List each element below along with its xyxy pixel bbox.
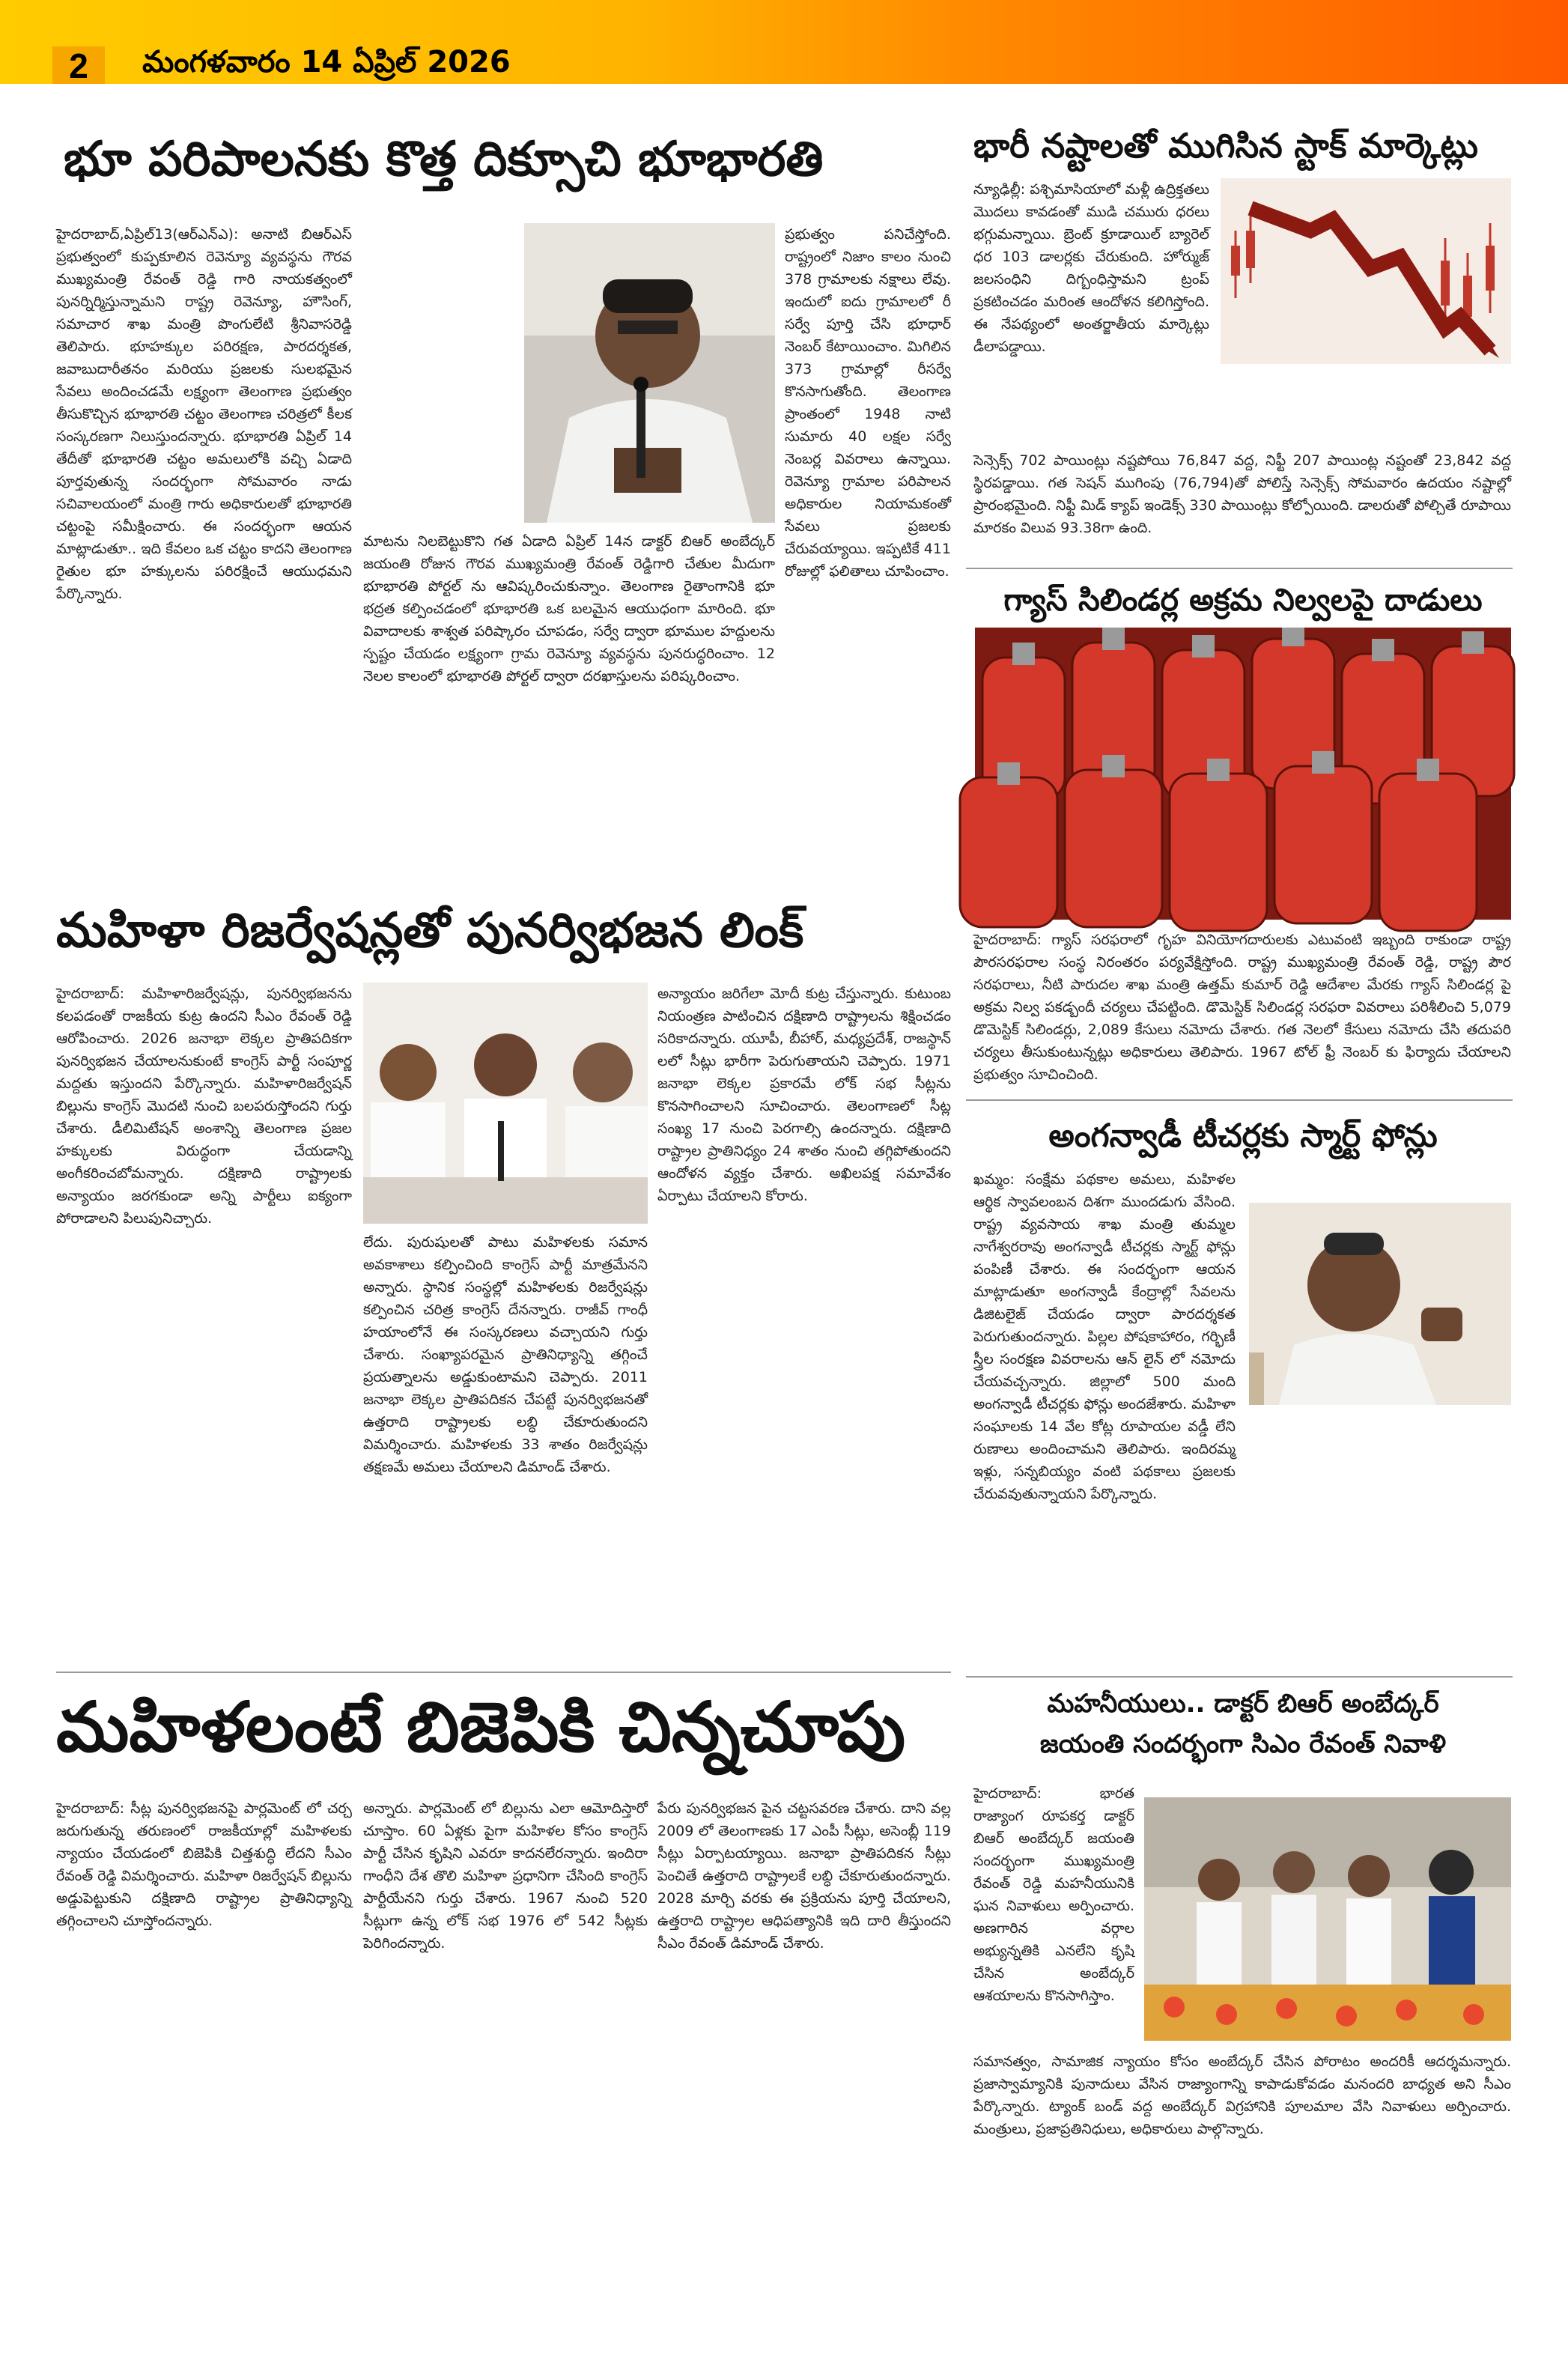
headline-bhubharati: భూ పరిపాలనకు కొత్త దిక్సూచి భూభారతి <box>64 132 824 187</box>
article5-body-cont <box>973 1438 1511 1685</box>
article1-col2: మాటను నిలబెట్టుకొని గత ఏడాది ఏప్రిల్ 14న డాక్టర్ బిఆర్ అంబేద్కర్ జయంతి రోజున గౌరవ ముఖ్యమంత్రి రేవంత్ రెడ్డిగారి చేతుల మీదుగా భూభారతి పోర్టల్ ను ఆవిష్కరించుకున్నాం. తెలంగాణ రైతాంగానికి భూ భద్రత కల్పించడంలో భూభారతి ఒక బలమైన ఆయుధంగా మారింది. భూ వివాదాలకు శాశ్వత పరిష్కారం చూపడం, సర్వే ద్వారా భూముల హద్దులను స్పష్టం చేయడం లక్ష్యంగా గ్రామ రెవెన్యూ వ్యవస్థను పునరుద్ధరించాం. 12 నెలల కాలంలో భూభారతి పోర్టల్ ద్వారా దరఖాస్తులను పరిష్కరించాం. <box>363 533 775 684</box>
article7-col1: హైదరాబాద్: సీట్ల పునర్విభజనపై పార్లమెంట్ లో చర్చ జరుగుతున్న తరుణంలో రాజకీయాల్లో మహిళలకు న్యాయం చేయడంలో బిజెపికి చిత్తశుద్ధి లేదని సీఎం రేవంత్ రెడ్డి విమర్శించారు. మహిళా రిజర్వేషన్ బిల్లును అడ్డుపెట్టుకుని దక్షిణాది రాష్ట్రాల ప్రాతినిధ్యాన్ని తగ్గించాలని చూస్తోందన్నారు. <box>56 1800 352 1929</box>
headline-gas-cylinders: గ్యాస్ సిలిండర్ల అక్రమ నిల్వలపై దాడులు <box>1003 582 1483 618</box>
issue-date: మంగళవారం 14 ఏప్రిల్ 2026 <box>142 45 511 79</box>
stock-market-chart-photo <box>1221 178 1511 364</box>
headline-stock-market: భారీ నష్టాలతో ముగిసిన స్టాక్ మార్కెట్లు <box>973 126 1478 166</box>
article4-col1: హైదరాబాద్: మహిళారిజర్వేషన్లు, పునర్విభజనను కలపడంతో రాజకీయ కుట్ర ఉందని సీఎం రేవంత్ రెడ్డి ఆరోపించారు. 2026 జనాభా లెక్కల ప్రాతిపదికగా పునర్విభజన చేయాలనుకుంటే కాంగ్రెస్ పార్టీ సంపూర్ణ మద్దతు ఇస్తుందని పేర్కొన్నారు. మహిళారిజర్వేషన్ బిల్లును కాంగ్రెస్ మొదటి నుంచి బలపరుస్తోందని గుర్తు చేశారు. డీలిమిటేషన్ అంశాన్ని తెలంగాణ ప్రజల హక్కులకు విరుద్ధంగా చేయడాన్ని అంగీకరించబోమన్నారు. దక్షిణాది రాష్ట్రాలకు అన్యాయం జరగకుండా అన్ని పార్టీలు ఐక్యంగా పోరాడాలని పిలుపునిచ్చారు. <box>56 986 352 1227</box>
article1-col1: హైదరాబాద్,ఏప్రిల్13(ఆర్ఎన్ఎ): అనాటి బిఆర్ఎస్ ప్రభుత్వంలో కుప్పకూలిన రెవెన్యూ వ్యవస్థను గౌరవ ముఖ్యమంత్రి రేవంత్ రెడ్డి గారి నాయకత్వంలో పునర్నిర్మిస్తున్నామని రాష్ట్ర రెవెన్యూ, హౌసింగ్, సమాచార శాఖ మంత్రి పొంగులేటి శ్రీనివాసరెడ్డి తెలిపారు. భూహక్కుల పరిరక్షణ, పారదర్శకత, జవాబుదారీతనం మరియు ప్రజలకు సులభమైన సేవలు అందించడమే లక్ష్యంగా తెలంగాణ ప్రభుత్వం తీసుకొచ్చిన భూభారతి చట్టం తెలంగాణ చరిత్రలో కీలక సంస్కరణగా నిలుస్తుందన్నారు. భూభారతి ఏప్రిల్ 14 తేదీతో భూభారతి చట్టం అమలులోకి వచ్చి ఏడాది పూర్తవుతున్న సందర్భంగా సోమవారం నాడు సచివాలయంలో మంత్రి గారు అధికారులతో భూభారతి చట్టంపై సమీక్షించారు. ఈ సందర్భంగా ఆయన మాట్లాడుతూ.. ఇది కేవలం ఒక చట్టం కాదని తెలంగాణ రైతుల భూ హక్కులను పరిరక్షించే ఆయుధమని పేర్కొన్నారు. <box>56 226 352 602</box>
divider <box>56 1672 951 1673</box>
article2-col2: సెన్సెక్స్ 702 పాయింట్లు నష్టపోయి 76,847 వద్ద, నిఫ్టీ 207 పాయింట్ల నష్టంతో 23,842 వద్ద స్థిరపడ్డాయి. గత సెషన్ ముగింపు (76,794)తో పోలిస్తే సెన్సెక్స్ సోమవారం ఉదయం నష్టాల్లో ప్రారంభమైంది. నిఫ్టీ మిడ్ క్యాప్ ఇండెక్స్ 330 పాయింట్లు కోల్పోయింది. డాలరుతో పోల్చితే రూపాయి మారకం విలువ 93.38గా ఉంది. <box>973 452 1511 536</box>
page-number: 2 <box>52 46 105 84</box>
headline-anganwadi-phones: అంగన్వాడీ టీచర్లకు స్మార్ట్ ఫోన్లు <box>1048 1117 1438 1155</box>
article7-col2: అన్నారు. పార్లమెంట్ లో బిల్లును ఎలా ఆమోదిస్తారో చూస్తాం. 60 ఏళ్లకు పైగా మహిళల కోసం కాంగ్రెస్ పార్టీ చేసిన కృషిని ఎవరూ కాదనలేరన్నారు. ఇందిరా గాంధీని దేశ తొలి మహిళా ప్రధానిగా చేసింది కాంగ్రెస్ పార్టీయేనని గుర్తు చేశారు. 1967 నుంచి 520 సీట్లుగా ఉన్న లోక్ సభ 1976 లో 542 సీట్లకు పెరిగిందన్నారు. <box>363 1800 648 1952</box>
article6-col1: హైదరాబాద్: భారత రాజ్యాంగ రూపకర్త డాక్టర్ బిఆర్ అంబేద్కర్ జయంతి సందర్భంగా ముఖ్యమంత్రి రేవంత్ రెడ్డి మహనీయునికి ఘన నివాళులు అర్పించారు. అణగారిన వర్గాల అభ్యున్నతికి ఎనలేని కృషి చేసిన అంబేద్కర్ ఆశయాలను కొనసాగిస్తాం. <box>973 1785 1134 2004</box>
kicker-ambedkar: మహనీయులు.. డాక్టర్ బిఆర్ అంబేద్కర్ <box>1047 1689 1439 1719</box>
page-header-bar <box>0 0 1568 84</box>
article5-body: ఖమ్మం: సంక్షేమ పథకాల అమలు, మహిళల ఆర్థిక స్వావలంబన దిశగా ముందడుగు వేసింది. రాష్ట్ర వ్యవసాయ శాఖ మంత్రి తుమ్మల నాగేశ్వరరావు అంగన్వాడీ టీచర్లకు స్మార్ట్ ఫోన్లు పంపిణీ చేశారు. ఈ సందర్భంగా ఆయన మాట్లాడుతూ అంగన్వాడీ కేంద్రాల్లో సేవలను డిజిటలైజ్ చేయడం ద్వారా పారదర్శకత పెరుగుతుందన్నారు. పిల్లల పోషకాహారం, గర్భిణీ స్త్రీల సంరక్షణ వివరాలను ఆన్ లైన్ లో నమోదు చేయవచ్చన్నారు. జిల్లాలో 500 మంది అంగన్వాడీ టీచర్లకు ఫోన్లు అందజేశారు. మహిళా సంఘాలకు 14 వేల కోట్ల రూపాయల వడ్డీ లేని రుణాలు అందించామని తెలిపారు. ఇందిరమ్మ ఇళ్లు, సన్నబియ్యం వంటి పథకాలు ప్రజలకు చేరువవుతున్నాయని పేర్కొన్నారు. <box>973 1171 1236 1502</box>
article1-col3: ప్రభుత్వం పనిచేస్తోంది. రాష్ట్రంలో నిజాం కాలం నుంచి 378 గ్రామాలకు నక్షాలు లేవు. ఇందులో ఐదు గ్రామాలలో రీ సర్వే పూర్తి చేసి భూధార్ నెంబర్ కేటాయించాం. మిగిలిన 373 గ్రామాల్లో రీసర్వే కొనసాగుతోంది. తెలంగాణ ప్రాంతంలో 1948 నాటి సుమారు 40 లక్షల సర్వే నెంబర్ల వివరాలు ఉన్నాయి. రెవెన్యూ గ్రామాల పరిపాలన అధికారుల నియామకంతో సేవలు ప్రజలకు చేరువయ్యాయి. ఇప్పటికే 411 రోజుల్లో ఫలితాలు చూపించాం. <box>785 226 951 580</box>
divider <box>966 568 1513 569</box>
article4-col3: అన్యాయం జరిగేలా మోదీ కుట్ర చేస్తున్నారు. కుటుంబ నియంత్రణ పాటించిన దక్షిణాది రాష్ట్రాలను శిక్షించడం సరికాదన్నారు. యూపీ, బీహార్, మధ్యప్రదేశ్, రాజస్థాన్ లలో సీట్లు భారీగా పెరుగుతాయని చెప్పారు. 1971 జనాభా లెక్కల ప్రకారమే లోక్ సభ సీట్లను కొనసాగించాలని సూచించారు. తెలంగాణలో సీట్ల సంఖ్య 17 నుంచి పెరగాల్సి ఉందన్నారు. దక్షిణాది రాష్ట్రాల ప్రాతినిధ్యం 24 శాతం నుంచి తగ్గిపోతుందని ఆందోళన వ్యక్తం చేశారు. అఖిలపక్ష సమావేశం ఏర్పాటు చేయాలని కోరారు. <box>657 986 951 1204</box>
article6-body: సమానత్వం, సామాజిక న్యాయం కోసం అంబేద్కర్ చేసిన పోరాటం అందరికీ ఆదర్శమన్నారు. ప్రజాస్వామ్యానికి పునాదులు వేసిన రాజ్యాంగాన్ని కాపాడుకోవడం మనందరి బాధ్యత అని సీఎం పేర్కొన్నారు. ట్యాంక్ బండ్ వద్ద అంబేద్కర్ విగ్రహానికి పూలమాల వేసి నివాళులు అర్పించారు. మంత్రులు, ప్రజాప్రతినిధులు, అధికారులు పాల్గొన్నారు. <box>973 2053 1511 2137</box>
minister-speaking-photo <box>1249 1203 1511 1405</box>
headline-ambedkar-tribute: జయంతి సందర్భంగా సిఎం రేవంత్ నివాళి <box>1039 1729 1447 1759</box>
divider <box>966 1676 1513 1678</box>
headline-women-reservation: మహిళా రిజర్వేషన్లతో పునర్విభజన లింక్ <box>56 897 951 965</box>
minister-photo <box>524 223 775 523</box>
article4-col2: లేదు. పురుషులతో పాటు మహిళలకు సమాన అవకాశాలు కల్పించింది కాంగ్రెస్ పార్టీ మాత్రమేనని అన్నారు. స్థానిక సంస్థల్లో మహిళలకు రిజర్వేషన్లు కల్పించిన చరిత్ర కాంగ్రెస్ దేనన్నారు. రాజీవ్ గాంధీ హయాంలోనే ఈ సంస్కరణలు వచ్చాయని గుర్తు చేశారు. సంఖ్యాపరమైన ప్రాతినిధ్యాన్ని తగ్గించే ప్రయత్నాలను అడ్డుకుంటామని చెప్పారు. 2011 జనాభా లెక్కల ప్రాతిపదికన చేపట్టే పునర్విభజనతో ఉత్తరాది రాష్ట్రాలకు లబ్ధి చేకూరుతుందని విమర్శించారు. మహిళలకు 33 శాతం రిజర్వేషన్లు తక్షణమే అమలు చేయాలని డిమాండ్ చేశారు. <box>363 1234 648 1475</box>
ambedkar-tribute-photo <box>1144 1797 1511 2041</box>
article7-col3: పేరు పునర్విభజన పైన చట్టసవరణ చేశారు. దాని వల్ల 2009 లో తెలంగాణకు 17 ఎంపీ సీట్లు, అసెంబ్లీ 119 సీట్లు ఏర్పాటయ్యాయి. జనాభా ప్రాతిపదికన సీట్లు పెంచితే ఉత్తరాది రాష్ట్రాలకే లబ్ధి చేకూరుతుందన్నారు. 2028 మార్చి వరకు ఈ ప్రక్రియను పూర్తి చేయాలని, ఉత్తరాది రాష్ట్రాల ఆధిపత్యానికి ఇది దారి తీస్తుందని సీఎం రేవంత్ డిమాండ్ చేశారు. <box>657 1800 951 1952</box>
cm-press-meet-photo <box>363 983 648 1224</box>
article3-body: హైదరాబాద్: గ్యాస్ సరఫరాలో గృహ వినియోగదారులకు ఎటువంటి ఇబ్బంది రాకుండా రాష్ట్ర పౌరసరఫరాల సంస్థ నిరంతరం పర్యవేక్షిస్తోంది. రాష్ట్ర ముఖ్యమంత్రి రేవంత్ రెడ్డి, రాష్ట్ర పౌర సరఫరాలు, నీటి పారుదల శాఖ మంత్రి ఉత్తమ్ కుమార్ రెడ్డి ఆదేశాల మేరకు గ్యాస్ సిలిండర్ల పై అక్రమ నిల్వ పకడ్బందీ చర్యలు చేపట్టింది. డొమెస్టిక్ సిలిండర్ల సరఫరా వివరాలు పరిశీలించి 5,079 డొమెస్టిక్ సిలిండర్లు, 2,089 కేసులు నమోదు చేశారు. గత నెలలో కేసులు నమోదు చేసి తదుపరి చర్యలు తీసుకుంటున్నట్లు అధికారులు తెలిపారు. 1967 టోల్ ఫ్రీ నెంబర్ కు ఫిర్యాదు చేయాలని ప్రభుత్వం సూచించింది. <box>973 932 1511 1083</box>
divider <box>966 1099 1513 1101</box>
headline-bjp-women: మహిళలంటే బిజెపికి చిన్నచూపు <box>56 1687 906 1767</box>
gas-cylinders-photo <box>975 628 1511 920</box>
article2-col1: న్యూఢిల్లీ: పశ్చిమాసియాలో మళ్లీ ఉద్రిక్తతలు మొదలు కావడంతో ముడి చమురు ధరలు భగ్గుమన్నాయి. బ్రెంట్ క్రూడాయిల్ బ్యారెల్ ధర 103 డాలర్లకు చేరుకుంది. హోర్ముజ్ జలసంధిని దిగ్బంధిస్తామని ట్రంప్ ప్రకటించడం మరింత ఆందోళన కలిగిస్తోంది. ఈ నేపథ్యంలో అంతర్జాతీయ మార్కెట్లు డీలాపడ్డాయి. <box>973 181 1209 355</box>
